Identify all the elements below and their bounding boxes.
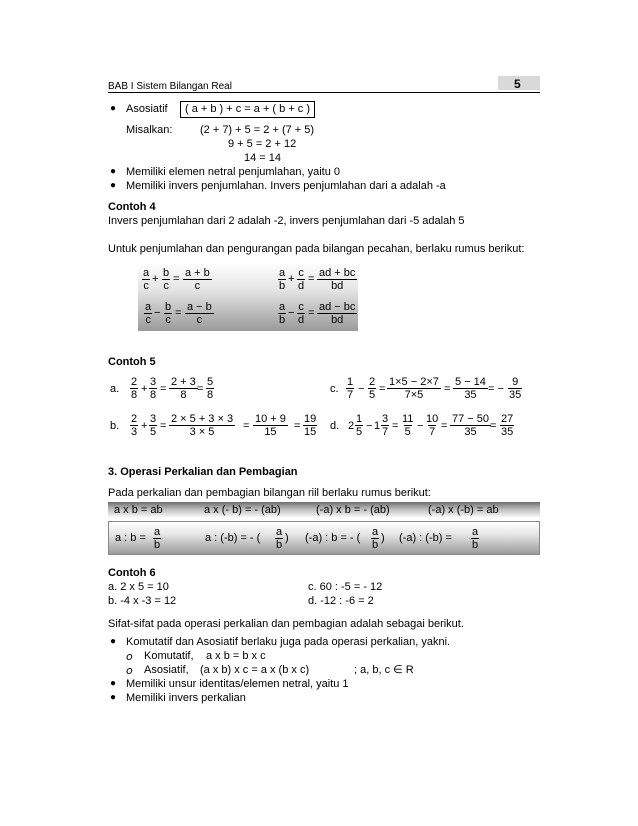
fraction: $\frac{2 \times 5 + 3 \times 3}{3 \times 5}$ — [171, 413, 234, 438]
pecahan-intro: Untuk penjumlahan dan pengurangan pada bilangan pecahan, berlaku rumus berikut: — [108, 243, 525, 255]
misalkan-label: Misalkan: — [126, 124, 173, 136]
fraction: $\frac{2}{8}$ — [131, 376, 138, 401]
sub-bullet-icon: o — [126, 664, 133, 677]
fraction: $\frac{10 + 9}{15}$ — [255, 413, 286, 438]
fraction: $\frac{9}{35}$ — [509, 376, 522, 401]
fraction: $\frac{1}{7}$ — [347, 376, 354, 401]
bullet-icon: ● — [110, 636, 117, 647]
contoh4-title: Contoh 4 — [108, 201, 156, 213]
fraction: $\frac{19}{15}$ — [304, 413, 317, 438]
fraction: $\frac{10}{7}$ — [426, 413, 439, 438]
fraction: $\frac{2}{3}$ — [131, 413, 138, 438]
bullet-text: Komutatif dan Asosiatif berlaku juga pada operasi perkalian, yakni. — [126, 636, 451, 648]
fraction: $\frac{5 - 14}{35}$ — [455, 376, 486, 401]
fraction: $\frac{1\times 5 - 2\times 7}{7\times 5}$ — [389, 376, 439, 401]
sifat-intro: Sifat-sifat pada operasi perkalian dan pembagian adalah sebagai berikut. — [108, 618, 464, 630]
bullet-text: Memiliki invers perkalian — [126, 692, 246, 704]
page-number: 5 — [514, 77, 521, 91]
bullet-icon: ● — [110, 692, 117, 703]
contoh6-item: d. -12 : -6 = 2 — [308, 595, 374, 607]
bullet-text: Memiliki unsur identitas/elemen netral, yaitu 1 — [126, 678, 349, 690]
bullet-text: Memiliki elemen netral penjumlahan, yaitu 0 — [126, 166, 340, 178]
multiplication-rules-row — [108, 502, 540, 518]
example-line-2: 9 + 5 = 2 + 12 — [228, 138, 297, 150]
rule: (-a) : b = - ( — [305, 532, 361, 544]
contoh6-title: Contoh 6 — [108, 567, 156, 579]
rule: a x b = ab — [114, 504, 163, 516]
contoh6-item: a. 2 x 5 = 10 — [108, 581, 169, 593]
rule: a x (- b) = - (ab) — [204, 504, 281, 516]
fraction: $\frac{77 - 50}{35}$ — [452, 413, 490, 438]
item-label: a. — [110, 383, 120, 395]
sub-bullet-label: Asosiatif, — [144, 664, 189, 676]
rule: a : (-b) = - ( — [205, 532, 261, 544]
contoh6-item: c. 60 : -5 = - 12 — [308, 581, 383, 593]
bullet-text: Memiliki invers penjumlahan. Invers penjumlahan dari a adalah -a — [126, 180, 446, 192]
header-rule — [108, 92, 540, 93]
example-line-3: 14 = 14 — [244, 152, 282, 164]
fraction: $\frac{11}{5}$ — [402, 413, 414, 438]
bullet-icon: ● — [110, 103, 117, 114]
fraction: $\frac{5}{8}$ — [207, 376, 214, 401]
header-title: BAB I Sistem Bilangan Real — [108, 81, 232, 92]
fraction-formula-box: $\frac{a}{c}$ + $\frac{b}{c}$ = $\frac{a + b}{c}$ $\frac{a}{b}$ + $\frac{c}{d}$ = $\frac{ad + bc}{bd}$ $\frac{a}{c}$ − $\frac{b}{c}$ = $\frac{a - b}{c}$ $\frac{a}{b}$ − $\frac{c}{d}$ = $\frac{ad - bc}{bd}$ — [138, 263, 358, 331]
fraction: $\frac{2}{5}$ — [369, 376, 376, 401]
rule: a : b = — [115, 532, 146, 544]
sub-bullet-formula: (a x b) x c = a x (b x c) — [200, 664, 310, 676]
fraction: $\frac{3}{5}$ — [150, 413, 157, 438]
item-label: b. — [110, 420, 120, 432]
sub-bullet-formula: a x b = b x c — [206, 650, 266, 662]
contoh6-item: b. -4 x -3 = 12 — [108, 595, 177, 607]
bullet-icon: ● — [110, 180, 117, 191]
item-label: d. — [330, 420, 340, 432]
item-label: c. — [330, 383, 339, 395]
fraction: $\frac{27}{35}$ — [501, 413, 514, 438]
asosiatif-formula: ( a + b ) + c = a + ( b + c ) — [180, 101, 315, 118]
example-line-1: (2 + 7) + 5 = 2 + (7 + 5) — [200, 124, 315, 136]
fraction: $\frac{3}{7}$ — [382, 413, 389, 438]
bullet-icon: ● — [110, 678, 117, 689]
sub-bullet-icon: o — [126, 650, 133, 663]
rule: (-a) : (-b) = — [399, 532, 452, 544]
sub-bullet-label: Komutatif, — [144, 650, 194, 662]
contoh5-title: Contoh 5 — [108, 356, 156, 368]
fraction: $\frac{1}{5}$ — [356, 413, 363, 438]
division-rules-row: a : b = $\frac{a}{b}$ a : (-b) = - ( $\frac{a}{b}$ ) (-a) : b = - ( $\frac{a}{b}$ ) (-a) : (-b) = $\frac{a}{b}$ — [108, 521, 540, 555]
contoh4-text: Invers penjumlahan dari 2 adalah -2, invers penjumlahan dari -5 adalah 5 — [108, 215, 465, 227]
fraction: $\frac{2 + 3}{8}$ — [171, 376, 196, 401]
asosiatif-label: Asosiatif — [126, 103, 168, 115]
sub-bullet-condition: ; a, b, c ∈ R — [354, 664, 414, 676]
rule: (-a) x (-b) = ab — [428, 504, 499, 516]
section-title: 3. Operasi Perkalian dan Pembagian — [108, 466, 298, 478]
bullet-icon: ● — [110, 166, 117, 177]
section-intro: Pada perkalian dan pembagian bilangan riil berlaku rumus berikut: — [108, 487, 431, 499]
fraction: $\frac{3}{8}$ — [150, 376, 157, 401]
rule: (-a) x b = - (ab) — [316, 504, 390, 516]
